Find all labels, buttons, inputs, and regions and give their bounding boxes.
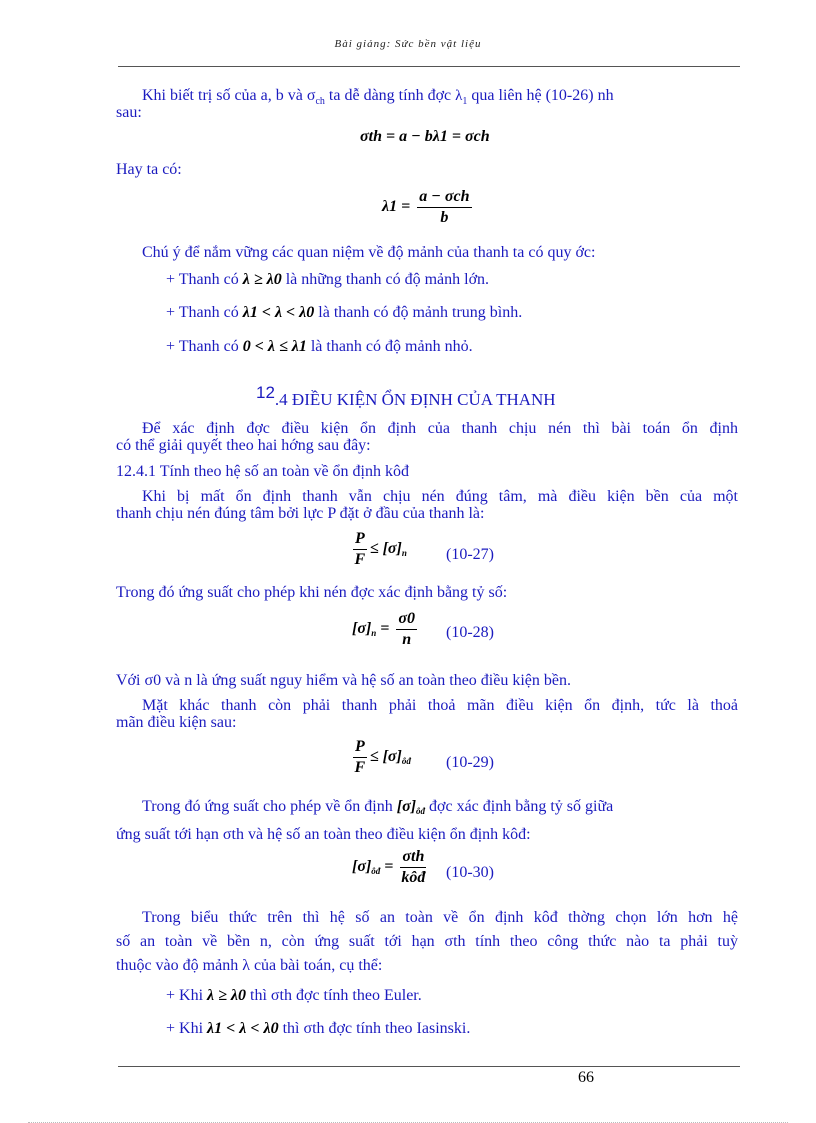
page-number: 66 — [578, 1069, 594, 1086]
bullet-large-slenderness: + Thanh có λ ≥ λ0 là những thanh có độ mảnh lớn. — [166, 271, 490, 288]
paragraph-strength-line1: Khi bị mất ổn định thanh vẫn chịu nén đúng tâm, mà điều kiện bền của một — [142, 488, 738, 505]
equation-number-10-28: (10-28) — [446, 624, 494, 641]
paragraph-approach-line1: Để xác định đợc điều kiện ổn định của thanh chịu nén thì bài toán ổn định — [142, 420, 738, 437]
bullet-iasinski: + Khi λ1 < λ < λ0 thì σth đợc tính theo Iasinski. — [166, 1020, 471, 1037]
paragraph-coefficient-line1: Trong biểu thức trên thì hệ số an toàn về ổn định kôđ thờng chọn lớn hơn hệ — [142, 909, 738, 926]
paragraph-stability-line1: Mặt khác thanh còn phải thanh phải thoả mãn điều kiện ổn định, tức là thoả — [142, 697, 738, 714]
paragraph-strength-line2: thanh chịu nén đúng tâm bởi lực P đặt ở đầu của thanh là: — [116, 505, 485, 522]
paragraph-intro-line2: sau: — [116, 104, 142, 121]
equation-10-30: $[\sigma]_{ôđ}$ = $\frac{\text{σth}}{\text{kôđ}}$ — [352, 848, 426, 886]
paragraph-allowable-stress: Trong đó ứng suất cho phép khi nén đợc xác định bằng tỷ số: — [116, 584, 508, 601]
paragraph-stability-stress-line2: ứng suất tới hạn σth và hệ số an toàn theo điều kiện ổn định kôđ: — [116, 826, 531, 843]
equation-lambda1: λ1 = $\frac{\text{a − σch}}{b}$ — [382, 188, 470, 226]
paragraph-hay-ta-co: Hay ta có: — [116, 161, 182, 178]
running-header: Bài giảng: Sức bền vật liệu — [334, 38, 482, 50]
equation-number-10-29: (10-29) — [446, 754, 494, 771]
subsection-heading: 12.4.1 Tính theo hệ số an toàn về ổn định kôđ — [116, 463, 409, 480]
footer-rule — [118, 1066, 740, 1067]
bullet-medium-slenderness: + Thanh có λ1 < λ < λ0 là thanh có độ mảnh trung bình. — [166, 304, 523, 321]
fraction: $\frac{\text{a − σch}}{b}$ — [419, 188, 470, 226]
paragraph-coefficient-line2: số an toàn về bền n, còn ứng suất tới hạn σth tính theo công thức nào ta phải tuỳ — [116, 933, 738, 950]
bullet-small-slenderness: + Thanh có 0 < λ ≤ λ1 là thanh có độ mảnh nhỏ. — [166, 338, 473, 355]
paragraph-sigma0: Với σ0 và n là ứng suất nguy hiểm và hệ số an toàn theo điều kiện bền. — [116, 672, 571, 689]
paragraph-stability-stress-line1: Trong đó ứng suất cho phép về ổn định $[\sigma]_{ôđ}$ đợc xác định bằng tỷ số giữa — [142, 798, 614, 816]
paragraph-approach-line2: có thể giải quyết theo hai hớng sau đây: — [116, 437, 371, 454]
equation-sigma-th: σth = a − bλ1 = σch — [360, 128, 490, 145]
equation-10-28: $[\sigma]_n$ = $\frac{\sigma 0}{n}$ — [352, 610, 416, 648]
paragraph-coefficient-line3: thuộc vào độ mảnh λ của bài toán, cụ thể: — [116, 957, 383, 974]
paragraph-stability-line2: mãn điều kiện sau: — [116, 714, 237, 731]
equation-number-10-30: (10-30) — [446, 864, 494, 881]
section-heading: 12.4 ĐIỀU KIỆN ỔN ĐỊNH CỦA THANH — [256, 383, 556, 409]
paragraph-intro: Khi biết trị số của a, b và $\sigma_{ch}$ ta dễ dàng tính đợc $\lambda_1$ qua liên hệ (10-26) nh — [142, 87, 614, 108]
equation-number-10-27: (10-27) — [446, 546, 494, 563]
paragraph-note: Chú ý để nắm vững các quan niệm về độ mảnh của thanh ta có quy ớc: — [142, 244, 596, 261]
equation-10-27: $\frac{P}{F}$ ≤ $[\sigma]_n$ — [354, 530, 407, 568]
bullet-euler: + Khi λ ≥ λ0 thì σth đợc tính theo Euler. — [166, 987, 422, 1004]
header-rule — [118, 66, 740, 67]
equation-10-29: $\frac{P}{F}$ ≤ $[\sigma]_{ôđ}$ — [354, 738, 411, 776]
